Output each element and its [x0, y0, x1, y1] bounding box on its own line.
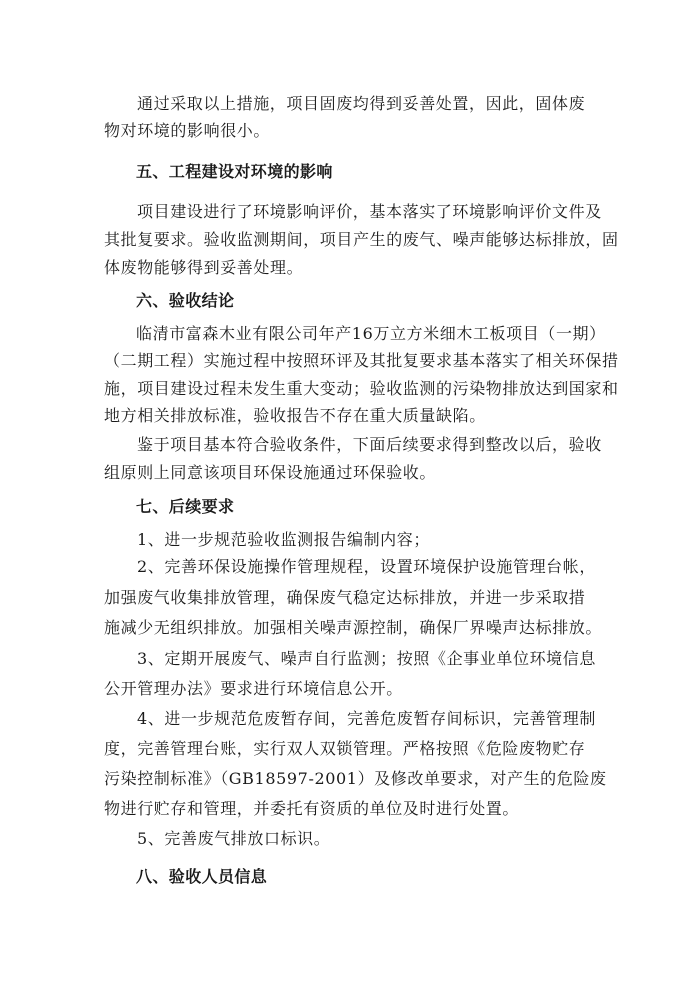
paragraph-line: 体废物能够得到妥善处理。: [104, 258, 304, 277]
paragraph-line: 通过采取以上措施，项目固废均得到妥善处置，因此，固体废: [137, 94, 586, 113]
list-item-line: 施减少无组织排放。加强相关噪声源控制，确保厂界噪声达标排放。: [104, 618, 603, 637]
list-item-line: 污染控制标准》（GB18597-2001）及修改单要求，对产生的危险废: [104, 769, 607, 788]
list-item-line: 物进行贮存和管理，并委托有资质的单位及时进行处置。: [104, 799, 520, 818]
list-item-line: 3、定期开展废气、噪声自行监测；按照《企事业单位环境信息: [137, 649, 596, 668]
paragraph-line: 施，项目建设过程未发生重大变动；验收监测的污染物排放达到国家和: [104, 379, 619, 398]
paragraph-line: 其批复要求。验收监测期间，项目产生的废气、噪声能够达标排放，固: [104, 230, 619, 249]
section-heading: 七、后续要求: [136, 497, 235, 516]
list-item-line: 2、完善环保设施操作管理规程，设置环境保护设施管理台帐，: [137, 557, 596, 576]
paragraph-line: 鉴于项目基本符合验收条件，下面后续要求得到整改以后，验收: [137, 435, 602, 454]
list-item-line: 5、完善废气排放口标识。: [137, 829, 331, 848]
paragraph-line: 地方相关排放标准，验收报告不存在重大质量缺陷。: [104, 406, 486, 425]
paragraph-line: 物对环境的影响很小。: [104, 121, 271, 140]
section-heading: 六、验收结论: [136, 291, 235, 310]
list-item-line: 4、进一步规范危废暂存间，完善危废暂存间标识，完善管理制: [137, 709, 596, 728]
list-item-line: 1、进一步规范验收监测报告编制内容；: [137, 530, 430, 549]
section-heading: 八、验收人员信息: [136, 867, 268, 886]
list-item-line: 加强废气收集排放管理，确保废气稳定达标排放，并进一步采取措: [104, 588, 586, 607]
paragraph-line: 临清市富森木业有限公司年产16万立方米细木工板项目（一期）: [136, 324, 606, 343]
section-heading: 五、工程建设对环境的影响: [136, 162, 333, 181]
list-item-line: 度，完善管理台账，实行双人双锁管理。严格按照《危险废物贮存: [104, 739, 586, 758]
paragraph-line: 组原则上同意该项目环保设施通过环保验收。: [104, 463, 437, 482]
list-item-line: 公开管理办法》要求进行环境信息公开。: [104, 679, 403, 698]
paragraph-line: （二期工程）实施过程中按照环评及其批复要求基本落实了相关环保措: [104, 351, 619, 370]
paragraph-line: 项目建设进行了环境影响评价，基本落实了环境影响评价文件及: [137, 202, 602, 221]
